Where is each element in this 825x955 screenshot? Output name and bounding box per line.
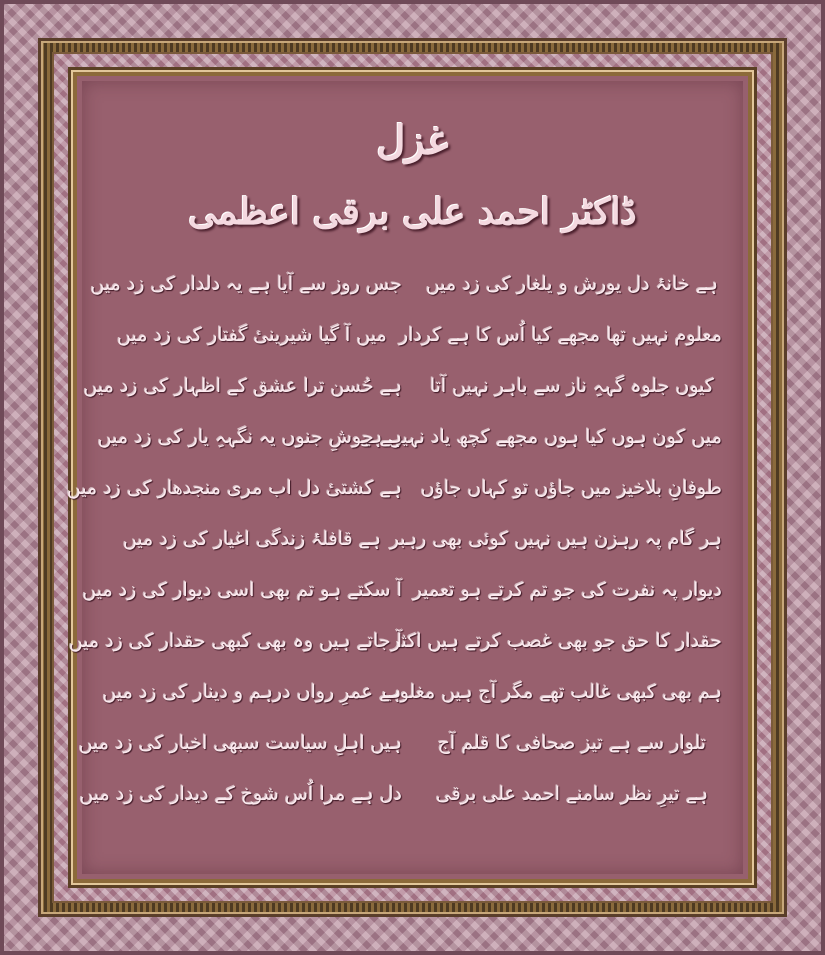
misra-first: ہر گام پہ رہزن ہیں نہیں کوئی بھی رہبر	[389, 528, 722, 550]
misra-second: ہے قافلۂ زندگی اغیار کی زد میں	[122, 528, 381, 550]
misra-second: جس روز سے آیا ہے یہ دلدار کی زد میں	[90, 273, 402, 295]
misra-first: ہے خانۂ دل یورش و یلغار کی زد میں	[425, 273, 719, 295]
misra-first: حقدار کا حق جو بھی غصب کرتے ہیں اکثر	[391, 630, 722, 652]
couplet	[79, 783, 722, 834]
couplet	[83, 375, 722, 426]
couplet	[66, 477, 722, 528]
couplet	[90, 273, 722, 324]
misra-second: ہے جوشِ جنوں یہ نگہہِ یار کی زد میں	[97, 426, 402, 448]
misra-second: ہے عمرِ رواں درہم و دینار کی زد میں	[102, 681, 402, 703]
couplet	[102, 681, 722, 732]
couplet	[102, 528, 722, 579]
misra-first: کیوں جلوہ گہہِ ناز سے باہر نہیں آتا	[429, 375, 715, 397]
misra-second: ہے حُسن ترا عشق کے اظہار کی زد میں	[83, 375, 402, 397]
couplet	[97, 426, 722, 477]
misra-second: میں آ گیا شیرینیٔ گفتار کی زد میں	[117, 324, 387, 346]
misra-first: میں کون ہوں کیا ہوں مجھے کچھ یاد نہیں ہے	[360, 426, 722, 448]
poem-panel	[66, 81, 743, 874]
misra-first: ہم بھی کبھی غالب تھے مگر آج ہیں مغلوب	[381, 681, 722, 703]
couplet	[82, 579, 722, 630]
misra-first: طوفانِ بلاخیز میں جاؤں تو کہاں جاؤں	[420, 477, 722, 499]
couplet	[68, 630, 722, 681]
misra-first: معلوم نہیں تھا مجھے کیا اُس کا ہے کردار	[399, 324, 722, 346]
misra-second: دل ہے مرا اُس شوخ کے دیدار کی زد میں	[79, 783, 402, 805]
misra-second: ہیں اہلِ سیاست سبھی اخبار کی زد میں	[78, 732, 402, 754]
misra-first: ہے تیرِ نظر سامنے احمد علی برقی	[435, 783, 709, 805]
poem-title: غزل	[376, 117, 449, 164]
misra-first: دیوار پہ نفرت کی جو تم کرتے ہو تعمیر	[413, 579, 722, 601]
misra-second: ہے کشتیٔ دل اب مری منجدھار کی زد میں	[66, 477, 402, 499]
misra-second: آ جاتے ہیں وہ بھی کبھی حقدار کی زد میں	[68, 630, 402, 652]
couplet-list	[66, 273, 722, 834]
poet-name: ڈاکٹر احمد علی برقی اعظمی	[188, 191, 637, 233]
misra-first: تلوار سے ہے تیز صحافی کا قلم آج	[437, 732, 707, 754]
misra-second: آ سکتے ہو تم بھی اسی دیوار کی زد میں	[82, 579, 402, 601]
couplet	[78, 732, 722, 783]
couplet	[102, 324, 722, 375]
